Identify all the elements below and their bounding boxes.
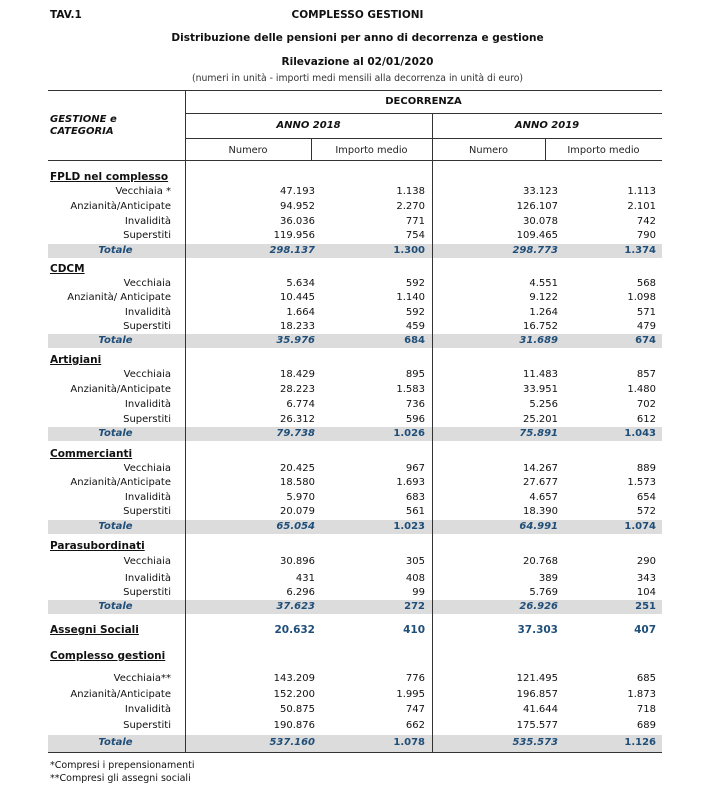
assegni-sociali-row (48, 623, 662, 637)
total-row (48, 600, 662, 614)
cell-numero-2019: 1.264 (529, 307, 558, 318)
table-number: TAV.1 (50, 9, 82, 21)
cell-numero-2018: 20.425 (280, 463, 315, 474)
assegni-importo-2018: 410 (403, 624, 425, 636)
row-label: Vecchiaia (123, 463, 171, 474)
cell-importo-2019: 718 (636, 704, 656, 715)
table-row (48, 277, 662, 291)
cell-numero-2019: 175.577 (516, 720, 558, 731)
cell-importo-2019: 1.098 (627, 292, 656, 303)
row-label: Invalidità (124, 399, 171, 410)
cell-importo-2018: 592 (405, 278, 425, 289)
page-title: COMPLESSO GESTIONI (291, 9, 424, 21)
cell-numero-2019: 196.857 (516, 689, 558, 700)
numero-2018-header: Numero (228, 145, 268, 156)
total-importo-2019: 674 (635, 335, 656, 346)
row-label: Superstiti (123, 321, 171, 332)
cell-importo-2018: 736 (405, 399, 425, 410)
total-label: Totale (98, 428, 133, 439)
header-top-rule (48, 90, 662, 91)
cell-numero-2019: 20.768 (523, 556, 558, 567)
cell-numero-2019: 4.657 (529, 492, 558, 503)
group-title-parasubordinati: Parasubordinati (50, 540, 145, 552)
cell-importo-2018: 895 (405, 369, 425, 380)
total-numero-2019: 298.773 (512, 245, 558, 256)
group-title-artigiani: Artigiani (50, 354, 102, 366)
total-numero-2018: 79.738 (276, 428, 315, 439)
total-importo-2018: 1.026 (393, 428, 425, 439)
cell-numero-2019: 41.644 (523, 704, 558, 715)
body-vrule-label (185, 160, 186, 752)
cell-importo-2018: 305 (405, 556, 425, 567)
row-label: Anzianità/Anticipate (70, 201, 171, 212)
table-row (48, 291, 662, 305)
cell-numero-2019: 16.752 (523, 321, 558, 332)
table-row (48, 688, 662, 702)
cell-importo-2019: 479 (636, 321, 656, 332)
cell-importo-2018: 662 (405, 720, 425, 731)
total-importo-2018: 684 (404, 335, 425, 346)
total-importo-2018: 1.023 (393, 521, 425, 532)
cell-numero-2018: 50.875 (280, 704, 315, 715)
survey-date: Rilevazione al 02/01/2020 (281, 56, 434, 68)
cell-numero-2019: 33.951 (523, 384, 558, 395)
total-numero-2019: 75.891 (519, 428, 558, 439)
cell-importo-2018: 967 (405, 463, 425, 474)
row-label: Invalidità (124, 216, 171, 227)
cell-importo-2018: 459 (405, 321, 425, 332)
row-label: Invalidità (124, 573, 171, 584)
cell-numero-2018: 10.445 (280, 292, 315, 303)
cell-importo-2018: 561 (405, 506, 425, 517)
cell-numero-2018: 152.200 (273, 689, 315, 700)
cell-importo-2018: 1.140 (396, 292, 425, 303)
cell-importo-2019: 702 (636, 399, 656, 410)
year-2018-header: ANNO 2018 (276, 120, 341, 131)
table-row (48, 229, 662, 243)
row-label: Vecchiaia * (115, 186, 171, 197)
cell-importo-2019: 685 (636, 673, 656, 684)
cell-importo-2018: 754 (405, 230, 425, 241)
cell-importo-2019: 1.573 (627, 477, 656, 488)
cell-importo-2019: 1.873 (627, 689, 656, 700)
cell-importo-2019: 343 (636, 573, 656, 584)
cell-importo-2019: 1.113 (627, 186, 656, 197)
total-label: Totale (98, 335, 133, 346)
cell-importo-2019: 2.101 (627, 201, 656, 212)
table-row (48, 672, 662, 686)
gestione-header (50, 114, 117, 138)
cell-numero-2019: 18.390 (523, 506, 558, 517)
units-note: (numeri in unità - importi medi mensili alla decorrenza in unità di euro) (191, 73, 524, 84)
table-row (48, 476, 662, 490)
cell-importo-2019: 1.480 (627, 384, 656, 395)
cell-numero-2019: 126.107 (516, 201, 558, 212)
row-label: Invalidità (124, 492, 171, 503)
total-numero-2018: 37.623 (276, 601, 315, 612)
total-importo-2019: 1.074 (624, 521, 656, 532)
row-label: Invalidità (124, 307, 171, 318)
cell-importo-2019: 571 (636, 307, 656, 318)
cell-numero-2018: 94.952 (280, 201, 315, 212)
year-2019-header: ANNO 2019 (514, 120, 580, 131)
cell-numero-2019: 121.495 (516, 673, 558, 684)
table-row (48, 586, 662, 600)
page-subtitle: Distribuzione delle pensioni per anno di decorrenza e gestione (171, 32, 544, 44)
cell-numero-2018: 18.233 (280, 321, 315, 332)
total-numero-2018: 35.976 (276, 335, 315, 346)
total-label: Totale (98, 601, 133, 612)
cell-numero-2018: 47.193 (280, 186, 315, 197)
cell-importo-2018: 99 (412, 587, 425, 598)
cell-numero-2019: 25.201 (523, 414, 558, 425)
total-importo-2018: 1.078 (393, 737, 425, 748)
cell-importo-2019: 290 (636, 556, 656, 567)
cell-importo-2018: 1.138 (396, 186, 425, 197)
cell-importo-2019: 572 (636, 506, 656, 517)
header-bottom-rule (48, 160, 662, 161)
decorrenza-rule (185, 113, 662, 114)
total-numero-2018: 298.137 (269, 245, 315, 256)
table-row (48, 413, 662, 427)
cell-numero-2018: 6.774 (286, 399, 315, 410)
group-title-fpld: FPLD nel complesso (50, 171, 169, 183)
cell-numero-2019: 5.769 (529, 587, 558, 598)
row-label: Vecchiaia** (113, 673, 171, 684)
table-row (48, 505, 662, 519)
group-title-cdcm: CDCM (50, 263, 85, 275)
table-row (48, 320, 662, 334)
cell-numero-2018: 143.209 (273, 673, 315, 684)
row-label: Superstiti (123, 414, 171, 425)
gestione-header-line1: GESTIONE e (50, 114, 117, 125)
cell-importo-2019: 689 (636, 720, 656, 731)
cell-importo-2019: 742 (636, 216, 656, 227)
table-row (48, 572, 662, 586)
year-rule (185, 138, 662, 139)
total-row (48, 244, 662, 258)
cell-importo-2019: 790 (636, 230, 656, 241)
group-title-complesso: Complesso gestioni (50, 650, 166, 662)
row-label: Vecchiaia (123, 556, 171, 567)
cell-importo-2018: 2.270 (396, 201, 425, 212)
table-row (48, 462, 662, 476)
cell-importo-2019: 612 (636, 414, 656, 425)
total-numero-2019: 26.926 (519, 601, 558, 612)
cell-numero-2018: 28.223 (280, 384, 315, 395)
row-label: Superstiti (123, 587, 171, 598)
row-label: Anzianità/Anticipate (70, 384, 171, 395)
importo-2018-header: Importo medio (335, 145, 408, 156)
row-label: Anzianità/Anticipate (70, 477, 171, 488)
total-importo-2019: 1.043 (624, 428, 656, 439)
decorrenza-header: DECORRENZA (385, 96, 462, 107)
table-row (48, 555, 662, 569)
cell-importo-2018: 1.995 (396, 689, 425, 700)
total-numero-2019: 31.689 (519, 335, 558, 346)
cell-numero-2019: 30.078 (523, 216, 558, 227)
assegni-numero-2018: 20.632 (274, 624, 315, 636)
cell-numero-2019: 33.123 (523, 186, 558, 197)
row-label: Anzianità/Anticipate (70, 689, 171, 700)
assegni-label: Assegni Sociali (50, 624, 139, 636)
total-label: Totale (98, 245, 133, 256)
total-importo-2018: 1.300 (393, 245, 425, 256)
cell-numero-2018: 36.036 (280, 216, 315, 227)
cell-importo-2018: 592 (405, 307, 425, 318)
cell-importo-2018: 683 (405, 492, 425, 503)
row-label: Invalidità (124, 704, 171, 715)
cell-importo-2019: 857 (636, 369, 656, 380)
cell-numero-2018: 18.429 (280, 369, 315, 380)
cell-numero-2018: 5.970 (286, 492, 315, 503)
table-row (48, 703, 662, 717)
cell-numero-2018: 30.896 (280, 556, 315, 567)
footnote-1: *Compresi i prepensionamenti (50, 760, 195, 771)
cell-importo-2019: 889 (636, 463, 656, 474)
table-row (48, 368, 662, 382)
row-label: Superstiti (123, 720, 171, 731)
row-label: Vecchiaia (123, 278, 171, 289)
cell-numero-2018: 18.580 (280, 477, 315, 488)
cell-numero-2019: 9.122 (529, 292, 558, 303)
total-numero-2018: 65.054 (276, 521, 315, 532)
row-label: Vecchiaia (123, 369, 171, 380)
cell-numero-2018: 1.664 (286, 307, 315, 318)
cell-numero-2018: 6.296 (286, 587, 315, 598)
row-label: Superstiti (123, 230, 171, 241)
cell-numero-2018: 190.876 (273, 720, 315, 731)
assegni-numero-2019: 37.303 (517, 624, 558, 636)
numero-2019-header: Numero (469, 145, 508, 156)
table-row (48, 215, 662, 229)
cell-numero-2019: 389 (538, 573, 558, 584)
cell-importo-2019: 568 (636, 278, 656, 289)
gestione-header-line2: CATEGORIA (50, 126, 114, 137)
assegni-importo-2019: 407 (634, 624, 656, 636)
total-importo-2019: 1.374 (624, 245, 656, 256)
row-label: Superstiti (123, 506, 171, 517)
importo-2019-header: Importo medio (567, 145, 640, 156)
cell-numero-2018: 26.312 (280, 414, 315, 425)
cell-numero-2019: 109.465 (516, 230, 558, 241)
total-numero-2018: 537.160 (269, 737, 315, 748)
body-vrule-mid (432, 160, 433, 752)
table-bottom-rule (48, 752, 662, 753)
total-numero-2019: 64.991 (519, 521, 558, 532)
footnote-2: **Compresi gli assegni sociali (50, 773, 191, 784)
table-row (48, 306, 662, 320)
total-row (48, 520, 662, 534)
cell-importo-2019: 654 (636, 492, 656, 503)
cell-importo-2018: 747 (405, 704, 425, 715)
table-row (48, 383, 662, 397)
cell-numero-2019: 11.483 (523, 369, 558, 380)
cell-importo-2018: 776 (405, 673, 425, 684)
cell-numero-2018: 20.079 (280, 506, 315, 517)
table-row (48, 398, 662, 412)
cell-importo-2018: 771 (405, 216, 425, 227)
cell-numero-2019: 5.256 (529, 399, 558, 410)
total-row (48, 334, 662, 348)
cell-numero-2019: 14.267 (523, 463, 558, 474)
total-importo-2019: 251 (635, 601, 656, 612)
total-importo-2018: 272 (404, 601, 425, 612)
group-title-commercianti: Commercianti (50, 448, 133, 460)
cell-numero-2019: 27.677 (523, 477, 558, 488)
table-row (48, 200, 662, 214)
table-row (48, 719, 662, 733)
row-label: Anzianità/ Anticipate (67, 292, 171, 303)
total-label: Totale (98, 521, 133, 532)
cell-numero-2018: 5.634 (286, 278, 315, 289)
table-row (48, 491, 662, 505)
cell-importo-2018: 1.583 (396, 384, 425, 395)
cell-importo-2018: 1.693 (396, 477, 425, 488)
total-numero-2019: 535.573 (512, 737, 558, 748)
total-label: Totale (98, 737, 133, 748)
table-row (48, 185, 662, 199)
cell-numero-2019: 4.551 (529, 278, 558, 289)
cell-numero-2018: 119.956 (273, 230, 315, 241)
total-row (48, 735, 662, 752)
cell-numero-2018: 431 (295, 573, 315, 584)
cell-importo-2018: 596 (405, 414, 425, 425)
cell-importo-2019: 104 (636, 587, 656, 598)
cell-importo-2018: 408 (405, 573, 425, 584)
total-importo-2019: 1.126 (624, 737, 656, 748)
total-row (48, 427, 662, 441)
